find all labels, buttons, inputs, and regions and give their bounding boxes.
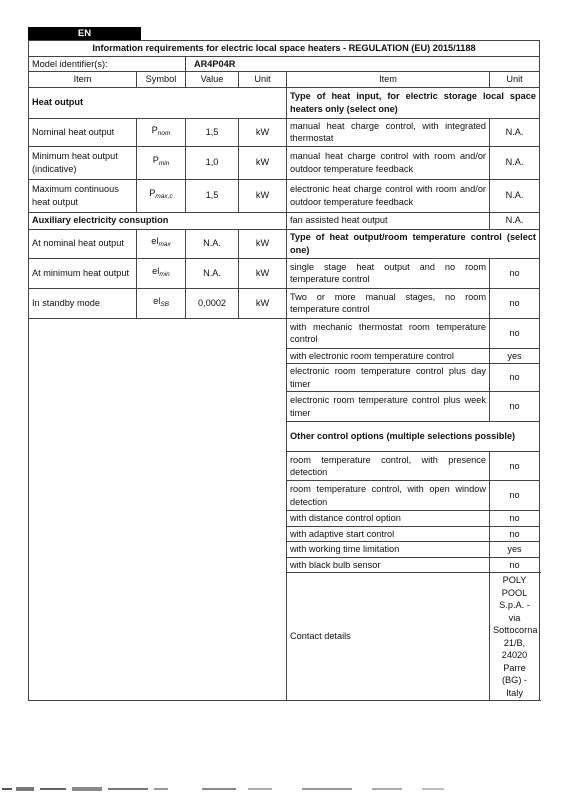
table-row bbox=[29, 146, 540, 179]
contact-label: Contact details bbox=[287, 573, 490, 701]
unit-kw: kW bbox=[239, 118, 287, 146]
model-value: AR4P04R bbox=[186, 56, 540, 72]
blank-area bbox=[29, 318, 287, 701]
symbol-pmaxc: $P_{max,c}$ bbox=[137, 179, 186, 212]
table-row bbox=[29, 229, 540, 258]
mechanic-thermostat-value: no bbox=[490, 318, 540, 348]
table-row bbox=[29, 288, 540, 318]
symbol-elmax: $el_{max}$ bbox=[137, 229, 186, 258]
el-minimum-label: At minimum heat output bbox=[29, 258, 137, 288]
unit-kw: kW bbox=[239, 288, 287, 318]
column-value: Value bbox=[186, 72, 239, 88]
maximum-heat-output-label: Maximum continuous heat output bbox=[29, 179, 137, 212]
maximum-heat-output-value: 1,5 bbox=[186, 179, 239, 212]
minimum-heat-output-label: Minimum heat output (indicative) bbox=[29, 146, 137, 179]
regulation-title: Information requirements for electric local space heaters - REGULATION (EU) 2015/1188 bbox=[29, 41, 540, 57]
open-window-value: no bbox=[490, 481, 540, 511]
adaptive-start-label: with adaptive start control bbox=[287, 526, 490, 542]
week-timer-value: no bbox=[490, 392, 540, 422]
fan-assisted-value: N.A. bbox=[490, 212, 540, 229]
electronic-charge-feedback-value: N.A. bbox=[490, 179, 540, 212]
electronic-charge-feedback-label: electronic heat charge control with room and/or outdoor temperature feedback bbox=[287, 179, 490, 212]
day-timer-label: electronic room temperature control plus day timer bbox=[287, 364, 490, 392]
model-row bbox=[29, 56, 540, 72]
manual-charge-thermostat-label: manual heat charge control, with integrated thermostat bbox=[287, 118, 490, 146]
table-row bbox=[29, 87, 540, 118]
black-bulb-value: no bbox=[490, 557, 540, 573]
presence-detection-label: room temperature control, with presence detection bbox=[287, 452, 490, 481]
single-stage-label: single stage heat output and no room temperature control bbox=[287, 258, 490, 288]
day-timer-value: no bbox=[490, 364, 540, 392]
auxiliary-electricity-heading: Auxiliary electricity consuption bbox=[29, 212, 287, 229]
fan-assisted-label: fan assisted heat output bbox=[287, 212, 490, 229]
table-row bbox=[29, 318, 540, 348]
adaptive-start-value: no bbox=[490, 526, 540, 542]
column-symbol: Symbol bbox=[137, 72, 186, 88]
distance-control-value: no bbox=[490, 511, 540, 527]
symbol-elsb: $el_{SB}$ bbox=[137, 288, 186, 318]
week-timer-label: electronic room temperature control plus week timer bbox=[287, 392, 490, 422]
nominal-heat-output-value: 1,5 bbox=[186, 118, 239, 146]
el-standby-label: In standby mode bbox=[29, 288, 137, 318]
manual-charge-feedback-value: N.A. bbox=[490, 146, 540, 179]
heat-input-type-heading: Type of heat input, for electric storage local space heaters only (select one) bbox=[287, 87, 540, 118]
unit-kw: kW bbox=[239, 258, 287, 288]
unit-kw: kW bbox=[239, 179, 287, 212]
nominal-heat-output-label: Nominal heat output bbox=[29, 118, 137, 146]
mechanic-thermostat-label: with mechanic thermostat room temperature control bbox=[287, 318, 490, 348]
column-item-right: Item bbox=[287, 72, 490, 88]
column-item: Item bbox=[29, 72, 137, 88]
minimum-heat-output-value: 1,0 bbox=[186, 146, 239, 179]
distance-control-label: with distance control option bbox=[287, 511, 490, 527]
column-unit-right: Unit bbox=[490, 72, 540, 88]
column-header-row bbox=[29, 72, 540, 88]
contact-value: POLY POOL S.p.A. - via Sottocorna 21/B, 24020 Parre (BG) - Italy bbox=[490, 573, 540, 701]
manual-charge-thermostat-value: N.A. bbox=[490, 118, 540, 146]
other-control-heading: Other control options (multiple selections possible) bbox=[287, 422, 540, 452]
print-artifact-strip bbox=[2, 786, 472, 792]
el-nominal-label: At nominal heat output bbox=[29, 229, 137, 258]
symbol-pmin: $P_{min}$ bbox=[137, 146, 186, 179]
table-row bbox=[29, 212, 540, 229]
el-standby-value: 0,0002 bbox=[186, 288, 239, 318]
open-window-label: room temperature control, with open window detection bbox=[287, 481, 490, 511]
model-label: Model identifier(s): bbox=[29, 56, 186, 72]
working-time-value: yes bbox=[490, 542, 540, 558]
language-tab: EN bbox=[28, 27, 141, 40]
energy-information-table bbox=[28, 40, 540, 701]
single-stage-value: no bbox=[490, 258, 540, 288]
working-time-label: with working time limitation bbox=[287, 542, 490, 558]
el-minimum-value: N.A. bbox=[186, 258, 239, 288]
unit-kw: kW bbox=[239, 146, 287, 179]
column-unit: Unit bbox=[239, 72, 287, 88]
two-manual-stages-label: Two or more manual stages, no room temperature control bbox=[287, 288, 490, 318]
symbol-pnom: $P_{nom}$ bbox=[137, 118, 186, 146]
symbol-elmin: $el_{min}$ bbox=[137, 258, 186, 288]
electronic-room-label: with electronic room temperature control bbox=[287, 348, 490, 364]
heat-output-heading: Heat output bbox=[29, 87, 287, 118]
manual-charge-feedback-label: manual heat charge control with room and/or outdoor temperature feedback bbox=[287, 146, 490, 179]
two-manual-stages-value: no bbox=[490, 288, 540, 318]
electronic-room-value: yes bbox=[490, 348, 540, 364]
table-row bbox=[29, 258, 540, 288]
table-row bbox=[29, 179, 540, 212]
black-bulb-label: with black bulb sensor bbox=[287, 557, 490, 573]
unit-kw: kW bbox=[239, 229, 287, 258]
heat-output-type-heading: Type of heat output/room temperature control (select one) bbox=[287, 229, 540, 258]
presence-detection-value: no bbox=[490, 452, 540, 481]
table-row bbox=[29, 118, 540, 146]
title-row bbox=[29, 41, 540, 57]
el-nominal-value: N.A. bbox=[186, 229, 239, 258]
